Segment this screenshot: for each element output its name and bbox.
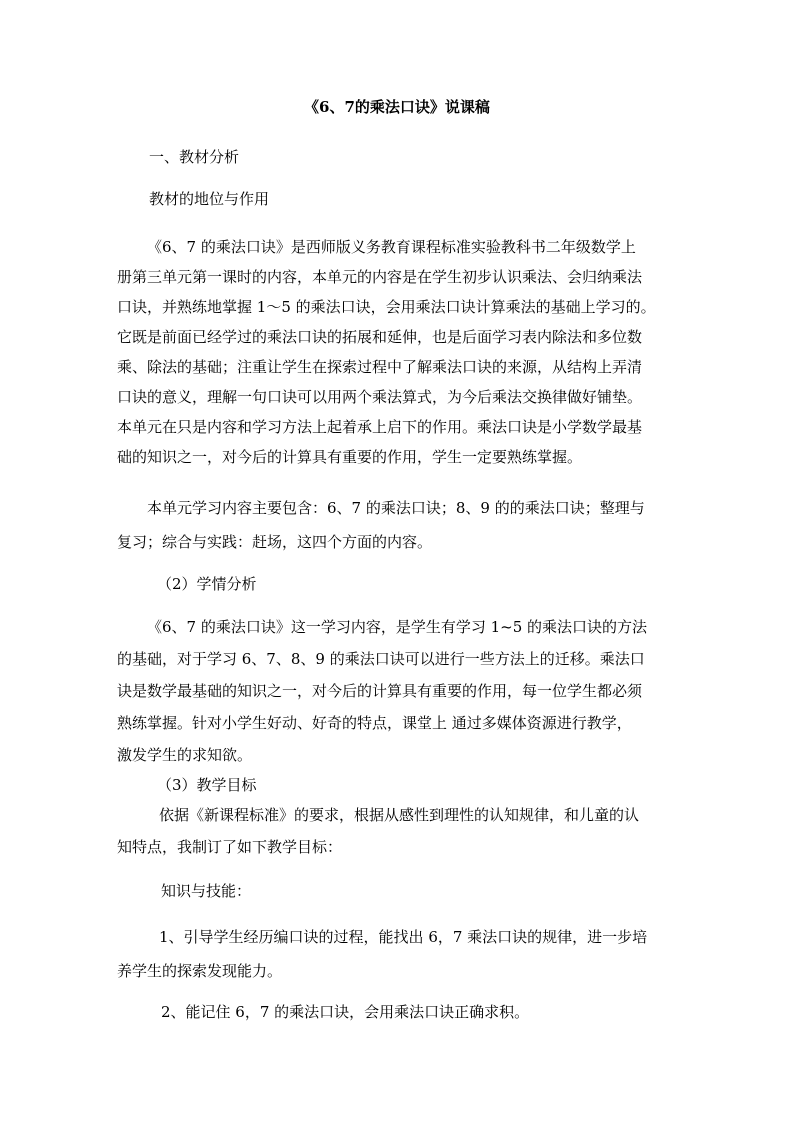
paragraph-line: 《6、7 的乘法口诀》是西师版义务教育课程标准实验教科书二年级数学上 <box>147 238 636 256</box>
paragraph-line: 础的知识之一，对今后的计算具有重要的作用，学生一定要熟练掌握。 <box>117 448 583 466</box>
paragraph-line: 复习；综合与实践：赶场，这四个方面的内容。 <box>117 533 433 551</box>
paragraph-position <box>117 232 687 472</box>
subheading-goals <box>157 773 727 797</box>
paragraph-line: 1、引导学生经历编口诀的过程，能找出 6，7 乘法口诀的规律，进一步培 <box>159 928 648 946</box>
subheading-learner-text: （2）学情分析 <box>157 575 257 593</box>
item-2 <box>161 1000 731 1024</box>
section-heading-text: 一、教材分析 <box>149 148 240 166</box>
subheading-goals-text: （3）教学目标 <box>157 776 257 794</box>
section-heading <box>149 145 719 169</box>
paragraph-line: 依据《新课程标准》的要求，根据从感性到理性的认知规律，和儿童的认 <box>159 806 640 824</box>
item-1 <box>117 920 687 988</box>
paragraph-line: 激发学生的求知欲。 <box>117 746 253 764</box>
subheading-position-text: 教材的地位与作用 <box>149 190 270 208</box>
paragraph-line: 它既是前面已经学过的乘法口诀的拓展和延伸，也是后面学习表内除法和多位数 <box>117 328 643 346</box>
paragraph-line: 诀是数学最基础的知识之一，对今后的计算具有重要的作用，每一位学生都必须 <box>117 682 643 700</box>
paragraph-line: 口诀，并熟练地掌握 1～5 的乘法口诀，会用乘法口诀计算乘法的基础上学习的。 <box>117 298 656 316</box>
paragraph-line: 口诀的意义，理解一句口诀可以用两个乘法算式，为今后乘法交换律做好铺垫。 <box>117 388 643 406</box>
paragraph-line: 本单元学习内容主要包含：6、7 的乘法口诀；8、9 的的乘法口诀；整理与 <box>147 499 645 517</box>
paragraph-line: 养学生的探索发现能力。 <box>117 962 283 980</box>
paragraph-learner <box>117 611 687 771</box>
paragraph-line: 的基础，对于学习 6、7、8、9 的乘法口诀可以进行一些方法上的迁移。乘法口 <box>117 650 645 668</box>
paragraph-line: 乘、除法的基础；注重让学生在探索过程中了解乘法口诀的来源，从结构上弄清 <box>117 358 643 376</box>
paragraph-goals <box>117 799 687 863</box>
paragraph-line: 熟练掌握。针对小学生好动、好奇的特点，课堂上 通过多媒体资源进行教学， <box>117 714 632 732</box>
item-2-text: 2、能记住 6，7 的乘法口诀，会用乘法口诀正确求积。 <box>161 1003 530 1021</box>
subheading-knowledge <box>161 879 731 903</box>
subheading-position <box>149 187 719 211</box>
document-title: 《6、7的乘法口诀》说课稿 <box>304 98 490 116</box>
paragraph-line: 册第三单元第一课时的内容，本单元的内容是在学生初步认识乘法、会归纳乘法 <box>117 268 643 286</box>
subheading-knowledge-text: 知识与技能： <box>161 882 252 900</box>
paragraph-line: 本单元在只是内容和学习方法上起着承上启下的作用。乘法口诀是小学数学最基 <box>117 418 643 436</box>
paragraph-line: 《6、7 的乘法口诀》这一学习内容，是学生有学习 1~5 的乘法口诀的方法 <box>147 618 648 636</box>
paragraph-contents <box>117 491 687 559</box>
subheading-learner <box>157 572 727 596</box>
paragraph-line: 知特点，我制订了如下教学目标： <box>117 838 343 856</box>
